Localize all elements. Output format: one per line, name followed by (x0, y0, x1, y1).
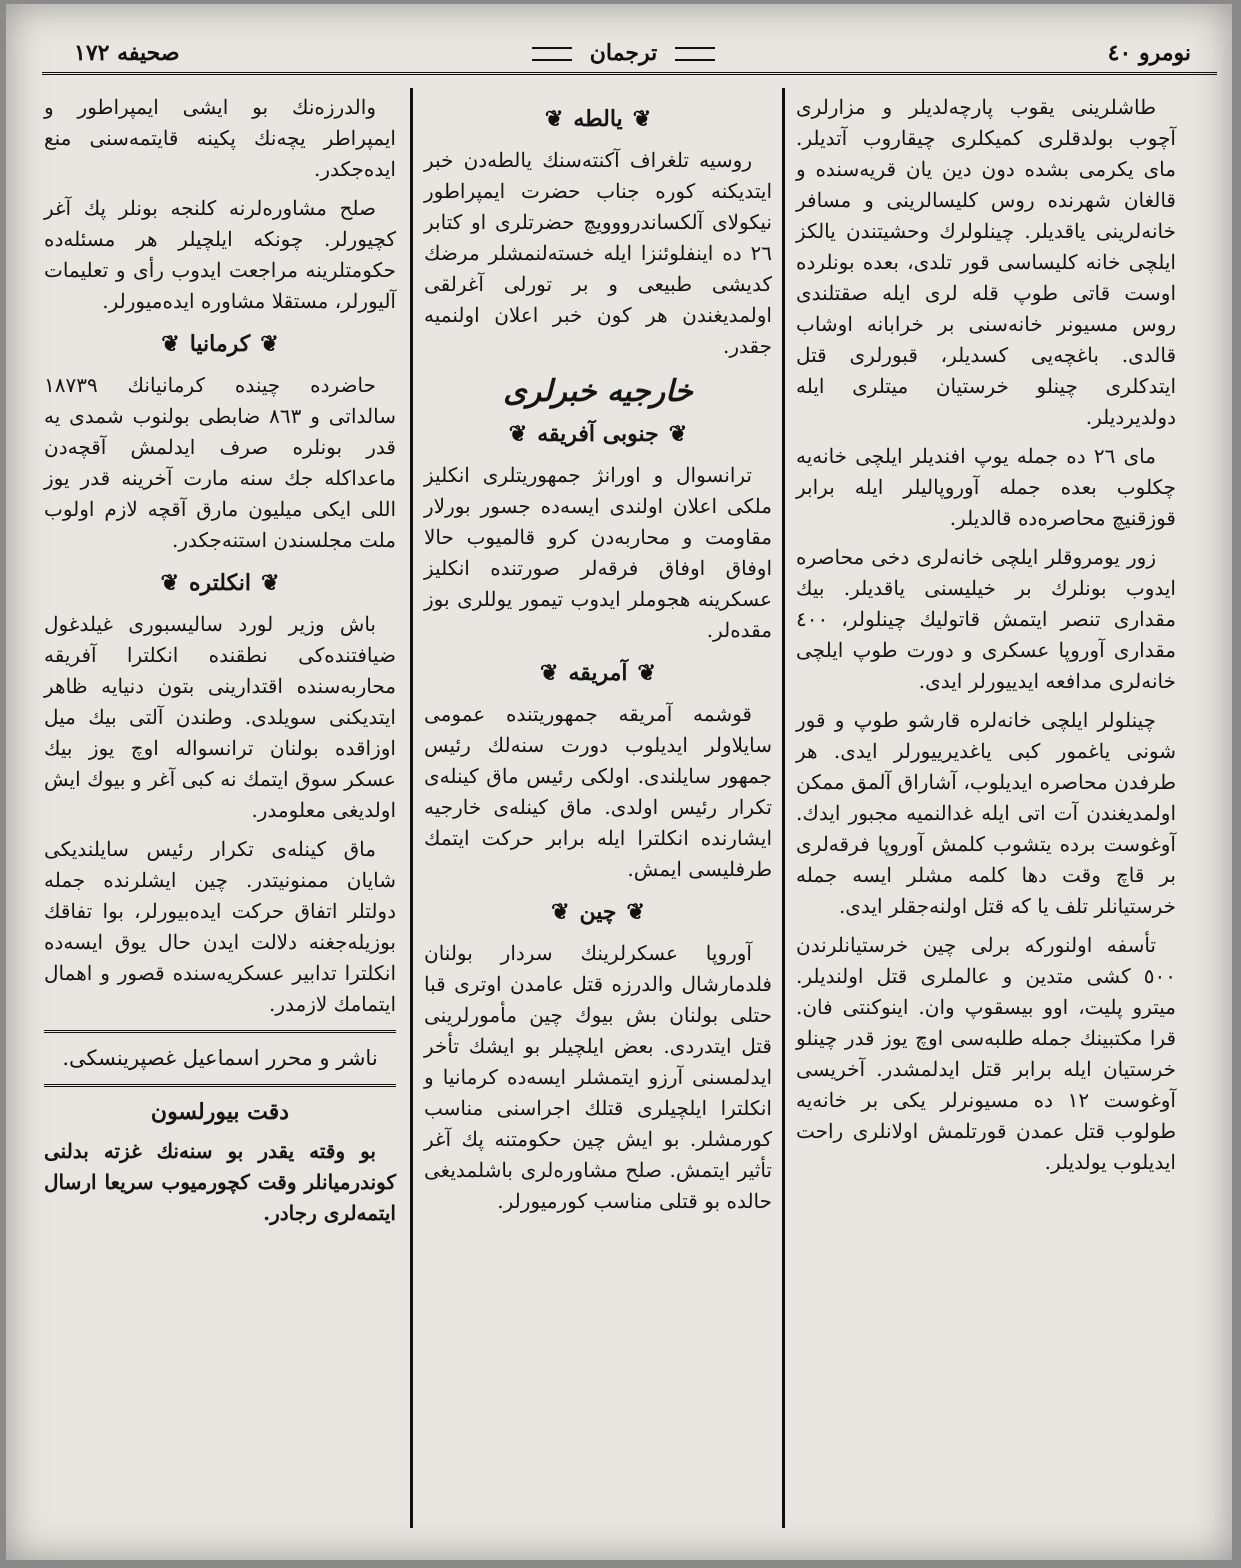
article-paragraph: قوشمه آمریقه جمهوریتنده عمومی سایلاولر ایدیلوب دورت سنه‌لك رئیس جمهور سایلندی. اولکی رئیس ماق کینله‌ی تکرار رئیس اولدی. ماق کینله‌ی خارجیه ایشارنده انکلترا ایله برابر حرکت ایتمك طرفلیسی ایمش. (424, 702, 772, 881)
notice-box (44, 1097, 396, 1229)
heading-south-africa: ❦ جنوبی آفریقه ❦ (424, 419, 772, 450)
heading-america: ❦ آمریقه ❦ (424, 658, 772, 689)
article-paragraph: چینلولر ایلچی خانه‌لره قارشو طوپ و قور شونی یاغمور کبی یاغدیرییورلر ایدی. هر طرفدن محاصره ایدیلوب، آشاراق آلمق ممکن اولمدیغندن آت اتی ایله غدالنمیه مجبور ایدك. آوغوست برده یتشوب کلمش آوروپا فرقه‌لری بر قاچ وقت دها کلمه مشلر ایسه جمله خرستیانلر تلف یا که قتل اولنه‌جقلر ایدی. (796, 708, 1176, 918)
ornament-right (675, 47, 715, 61)
article-paragraph: ترانسوال و اورانژ جمهوریتلری انکلیز ملکی اعلان اولندی ایسه‌ده جسور بورلار مقاومت و محاربه‌دن کرو قالمیوب حالا اوفاق اوفاق فرقه‌لر صورتنده انکلیز عسکرینه هجوملر ایدوب تیمور یوللری بوز مقده‌لر. (424, 463, 772, 642)
article-paragraph: آوروپا عسکرلرینك سردار بولنان فلدمارشال والدرزه قتل عامدن اوتری قبا حتلی بولنان بش بیوك چین مأمورلرینی قتل ایتدردی. بعض ایلچیلر بو ایشك تأخر ایدلمسنی آرزو ایتمشلر ایسه‌ده کرمانیا و انکلترا ایلچیلری قتلك اجراسنی مناسب کورمشلر. بو ایش چین حکومتنه پك آغر تأثیر ایتمش. صلح مشاوره‌لری باشلمدیغی حالده بو قتلی مناسب کورمیورلر. (424, 941, 772, 1213)
heading-england: ❦ انکلتره ❦ (44, 568, 396, 599)
column-middle (424, 92, 772, 1532)
divider-rule (44, 1030, 396, 1033)
ornament-left (532, 47, 572, 61)
article-paragraph: مای ٢٦ ده جمله یوپ افندیلر ایلچی خانه‌یه چکلوب بعده جمله آوروپالیلر ایله برابر قوزقنیچ محاصره‌ده قالدیلر. (796, 444, 1176, 530)
publisher-signature: ناشر و محرر اسماعیل غصپرینسکی. (62, 1046, 378, 1070)
article-paragraph: روسیه تلغراف آکنته‌سنك یالطه‌دن خبر ایتدیکنه کوره جناب حضرت ایمپراطور نیکولای آلکساندرووویچ حضرتلری او کتابر ٢٦ ده اینفلوئنزا ایله خسته‌لنمشلر مرضك کدیشی طبیعی و بر تورلی آغرلقی اولمدیغندن هر کون خبر اعلان اولنمیه جقدر. (424, 148, 772, 358)
article-paragraph: حاضرده چینده کرمانیانك ١٨٧٣٩ سالداتی و ٨٦٣ ضابطی بولنوب شمدی یه قدر بونلره صرف ایدلمش آقچه‌دن ماعداکله جك سنه مارت آخرینه قدر یوز اللی ایکی میلیون مارق آقچه لازم اولوب ملت مجلسندن استنه‌جکدر. (44, 373, 396, 552)
column-divider (410, 88, 413, 1528)
notice-title: دقت بیورلسون (150, 1099, 290, 1125)
article-paragraph: زور یومروقلر ایلچی خانه‌لری دخی محاصره ایدوب بونلرك بر خیلیسنی یاقدیلر. بیك مقداری تنصر ایتمش قاتولیك چینلولر، ٤٠٠ مقداری آوروپا عسکری و دورت طوپ ایلچی خانه‌لری مدافعه ایدییورلر ایدی. (796, 545, 1176, 693)
notice-text: بو وقته یقدر بو سنه‌نك غزته بدلنی کوندرمیانلر وقت کچورمیوب سریعا ارسال ایتمه‌لری رجادر. (44, 1139, 396, 1225)
article-paragraph: والدرزه‌نك بو ایشی ایمپراطور و ایمپراطر یچه‌نك پکینه قایتمه‌سنی منع ایده‌جکدر. (44, 95, 396, 181)
heading-china: ❦ چین ❦ (424, 897, 772, 928)
heading-germany: ❦ کرمانیا ❦ (44, 329, 396, 360)
newspaper-title: ترجمان (589, 40, 658, 66)
heading-yalta: ❦ یالطه ❦ (424, 104, 772, 135)
article-paragraph: صلح مشاوره‌لرنه کلنجه بونلر پك آغر کچیورلر. چونکه ایلچیلر هر مسئله‌ده حکومتلرینه مراجعت ایدوب رأی و تعلیمات آلیورلر، مستقلا مشاوره ایده‌میورلر. (44, 196, 396, 313)
masthead (36, 34, 1211, 74)
page-number: صحيفه ١٧٢ (74, 40, 180, 66)
article-paragraph: ماق کینله‌ی تکرار رئیس سایلندیکی شایان ممنونیتدر. چین ایشلرنده جمله دولتلر اتفاق حرکت ایده‌بیورلر، بوا تفاقك بوزیله‌جغنه دلالت ایدن حال یوق ایسه‌ده انکلترا تدابیر عسکریه‌سنده قصور و اهمال ایتمامك لازمدر. (44, 837, 396, 1016)
article-paragraph: طاشلرینی یقوب پارچه‌لدیلر و مزارلری آچوب بولدقلری کمیکلری چیقاروب آتدیلر. مای یکرمی بشده دون دین یان قریه‌سنده و قالغان شهرنده روس کلیسالرینی و مسافر خانه‌لرینی یاقدیلر. چینلولرك وحشیتندن یالکز ایلچی خانه کلیساسی قور تلدی، بعده بونلرده اوست قاتی طوپ قله لری ایله صقتلندی روس مسیونر خانه‌سنی بر خرابانه اوشاب قالدی. باغچه‌یی کسدیلر، قبورلری قتل ایتدکلری چینلو خرستیان میتلری ایله دولدیردیلر. (796, 95, 1176, 429)
article-paragraph: باش وزیر لورد سالیسبوری غیلدغول ضیافتنده‌کی نطقنده انکلترا آفریقه محاربه‌سنده اقتدارینی بتون دنیایه ظاهر ایتدیکنی سویلدی. وطندن آلتی بیك میل اوزاقده بولنان ترانسواله اوچ یوز بیك عسکر سوق ایتمك نه کبی آغر و بیوك ایش اولدیغی معلومدر. (44, 612, 396, 822)
newspaper-title-block (36, 40, 1211, 66)
divider-rule (44, 1084, 396, 1087)
issue-number: نومرو ٤٠ (1107, 40, 1191, 66)
newspaper-page (6, 4, 1232, 1560)
masthead-rule (42, 72, 1217, 75)
column-right (796, 92, 1176, 1532)
section-foreign-news: خارجیه خبرلری (503, 374, 693, 409)
column-divider (782, 88, 785, 1528)
column-left (44, 92, 396, 1532)
article-paragraph: تأسفه اولنورکه برلی چین خرستیانلرندن ٥٠٠ کشی متدین و عالملری قتل اولندیلر. میترو پلیت، اوو بیسقوپ وان. اینوکنتی فان. قرا مکتبینك جمله طلبه‌سی اوچ یوز قدر چینلو خرستیان ایله برابر قتل ایدلمشدر. آخریسی آوغوست ١٢ ده مسیونرلر یکی بر خانه‌یه طولوب قتل عمدن قورتلمش اولانلری راحت ایدیلوب یولدیلر. (796, 933, 1176, 1174)
